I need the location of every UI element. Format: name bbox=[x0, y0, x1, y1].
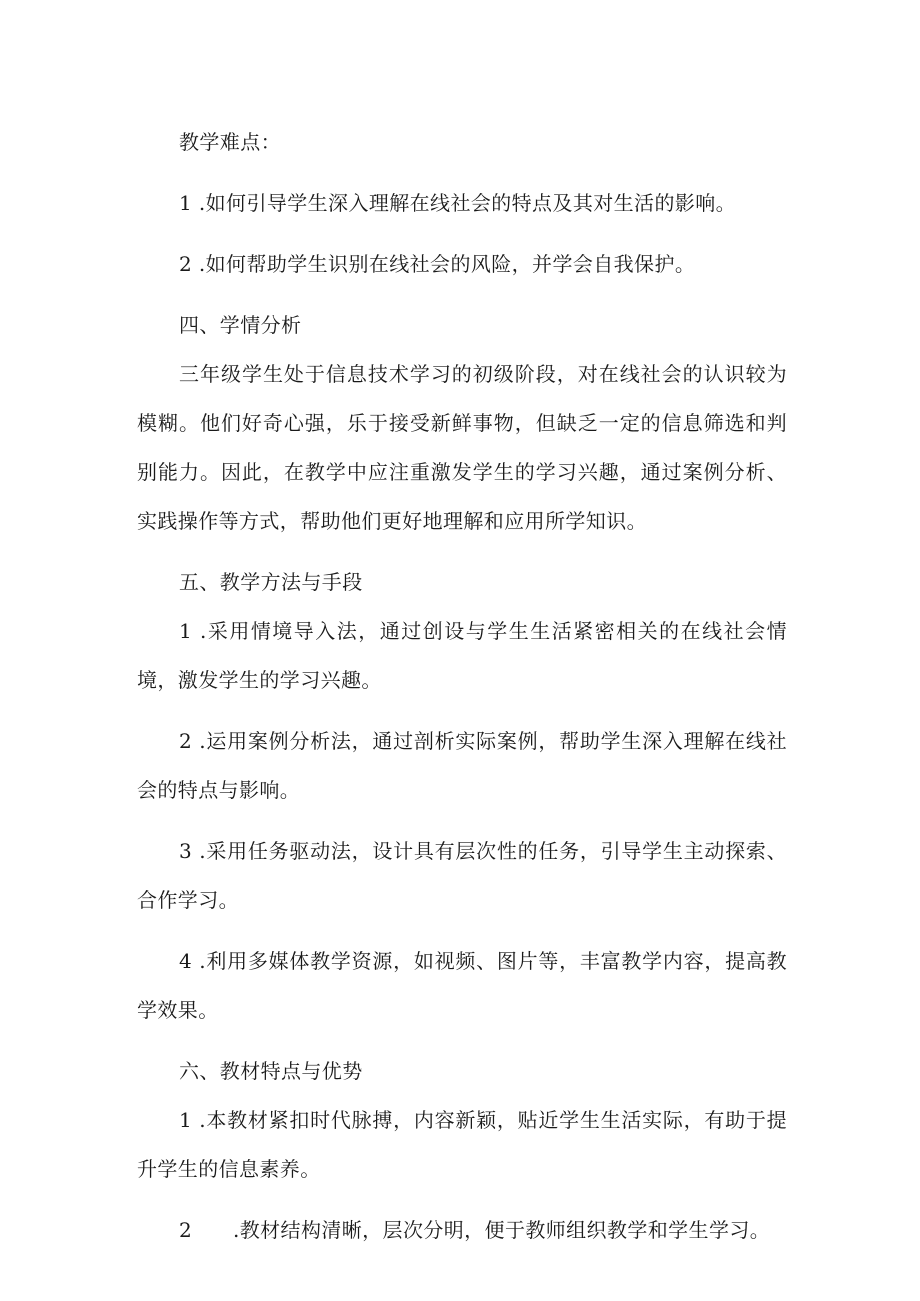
item-text: .采用任务驱动法，设计具有层次性的任务，引导学生主动探索、合作学习。 bbox=[137, 839, 787, 912]
item-number: 1 bbox=[179, 1108, 193, 1132]
difficulty-heading: 教学难点： bbox=[179, 130, 281, 154]
item-number: 1 bbox=[179, 191, 193, 215]
section5-item-1 bbox=[137, 607, 787, 705]
difficulty-item-1 bbox=[137, 179, 787, 228]
item-number: 2 bbox=[179, 1218, 193, 1242]
section5-item-4 bbox=[137, 937, 787, 1035]
item-number: 2 bbox=[179, 729, 193, 753]
difficulty-item-2 bbox=[137, 240, 787, 289]
section5-item-2 bbox=[137, 717, 787, 815]
document-page bbox=[137, 118, 787, 1255]
section6-item-1 bbox=[137, 1096, 787, 1194]
section6-heading: 六、教材特点与优势 bbox=[179, 1059, 363, 1083]
item-number: 3 bbox=[179, 839, 193, 863]
item-number: 1 bbox=[179, 619, 193, 643]
section4-body: 三年级学生处于信息技术学习的初级阶段，对在线社会的认识较为模糊。他们好奇心强，乐于接受新鲜事物，但缺乏一定的信息筛选和判别能力。因此，在教学中应注重激发学生的学习兴趣，通过案例分析、实践操作等方式，帮助他们更好地理解和应用所学知识。 bbox=[137, 362, 787, 533]
section6-item-2 bbox=[137, 1206, 787, 1255]
item-number: 4 bbox=[179, 949, 193, 973]
item-text: .如何帮助学生识别在线社会的风险，并学会自我保护。 bbox=[198, 252, 696, 276]
item-text: .运用案例分析法，通过剖析实际案例，帮助学生深入理解在线社会的特点与影响。 bbox=[137, 729, 787, 802]
item-text: .采用情境导入法，通过创设与学生生活紧密相关的在线社会情境，激发学生的学习兴趣。 bbox=[137, 619, 787, 692]
item-text: .如何引导学生深入理解在线社会的特点及其对生活的影响。 bbox=[198, 191, 737, 215]
item-number: 2 bbox=[179, 252, 193, 276]
section4-heading: 四、学情分析 bbox=[179, 313, 302, 337]
item-text: .本教材紧扣时代脉搏，内容新颖，贴近学生生活实际，有助于提升学生的信息素养。 bbox=[137, 1108, 787, 1181]
item-text: .教材结构清晰，层次分明，便于教师组织教学和学生学习。 bbox=[233, 1218, 771, 1242]
item-text: .利用多媒体教学资源，如视频、图片等，丰富教学内容，提高教学效果。 bbox=[137, 949, 787, 1022]
section5-heading: 五、教学方法与手段 bbox=[179, 570, 363, 594]
section5-item-3 bbox=[137, 827, 787, 925]
